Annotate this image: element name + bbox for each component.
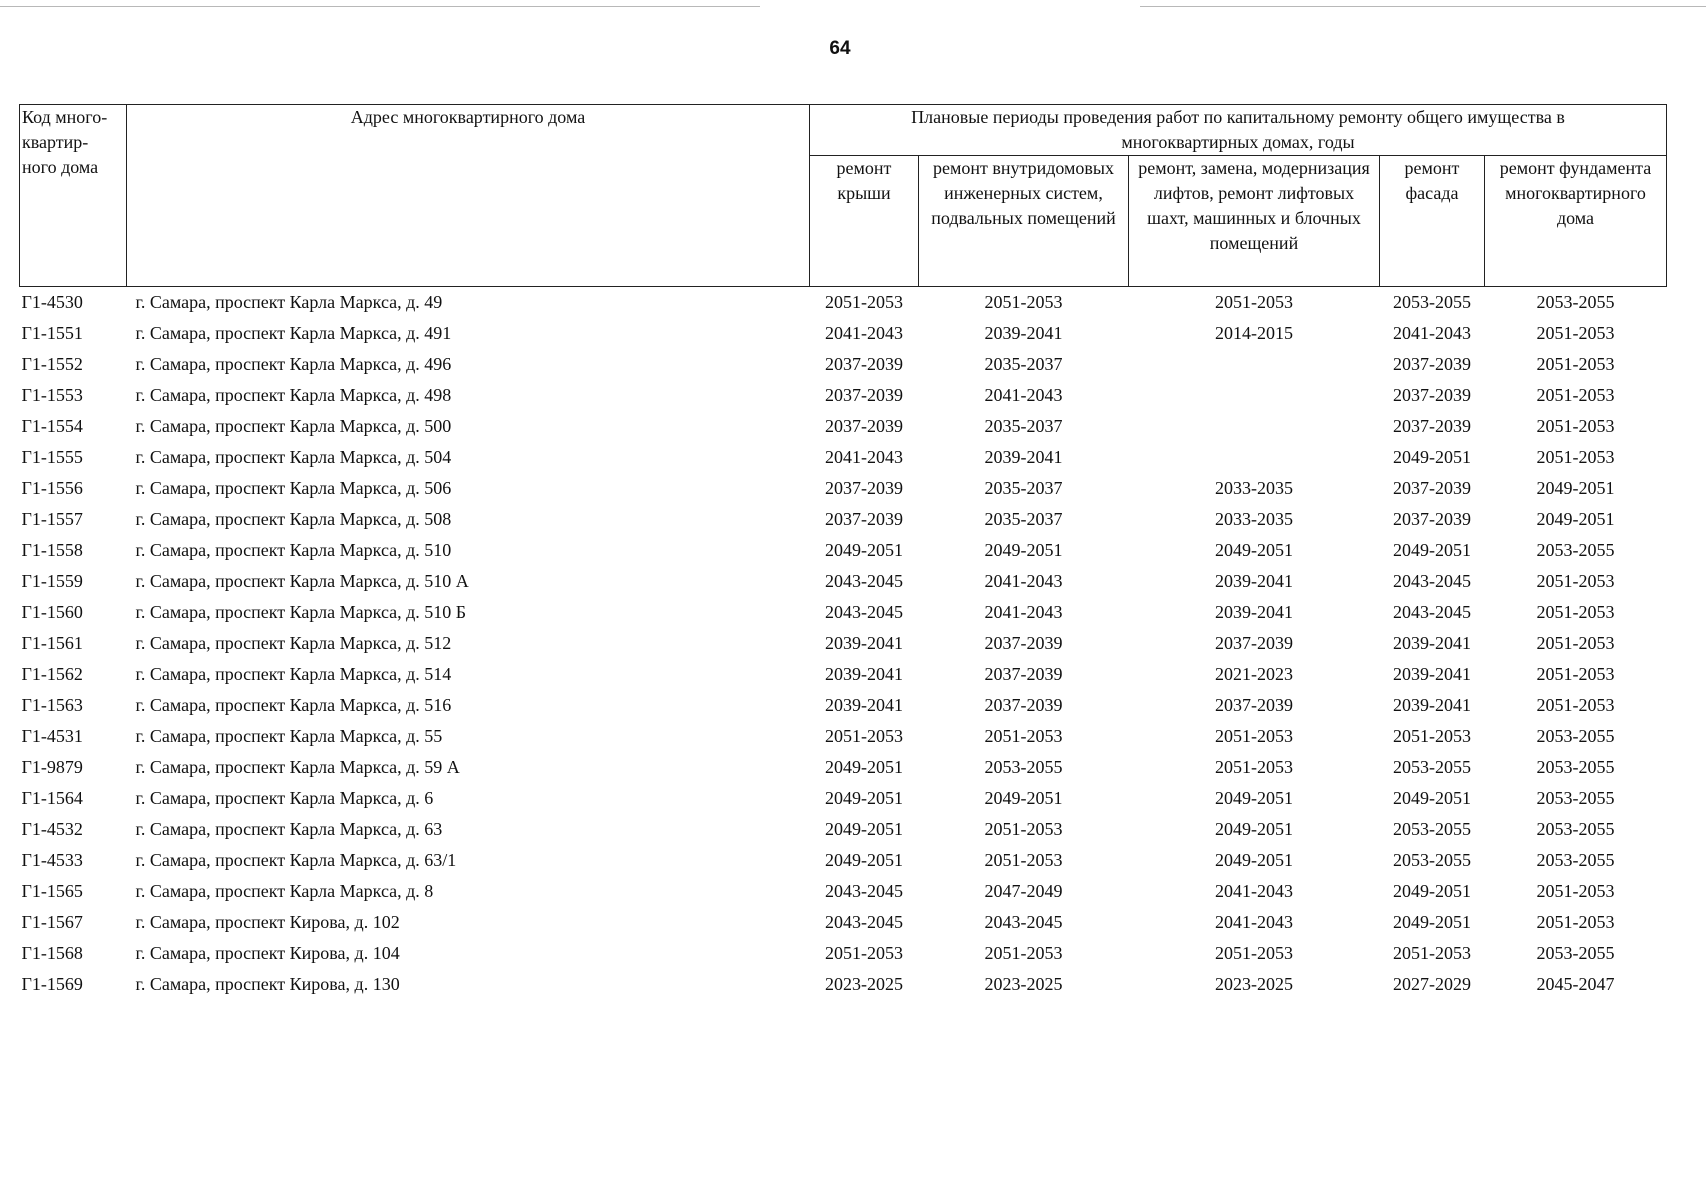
cell-code: Г1-1563 xyxy=(21,695,83,715)
header-periods-label: Плановые периоды проведения работ по капитальному ремонту общего имущества в многоквартирных домах, годы xyxy=(911,107,1565,152)
cell-roof: 2037-2039 xyxy=(825,354,903,374)
cell-foundation: 2051-2053 xyxy=(1536,912,1615,932)
cell-address: г. Самара, проспект Карла Маркса, д. 516 xyxy=(135,695,452,715)
cell-facade: 2053-2055 xyxy=(1393,819,1471,839)
cell-facade: 2051-2053 xyxy=(1393,726,1471,746)
cell-roof: 2037-2039 xyxy=(825,385,903,405)
table-row xyxy=(20,442,1667,473)
table-row xyxy=(20,876,1667,907)
cell-lifts: 2049-2051 xyxy=(1215,850,1293,870)
header-address xyxy=(127,105,810,287)
cell-code: Г1-4532 xyxy=(21,819,83,839)
cell-code: Г1-1556 xyxy=(21,478,83,498)
table-row xyxy=(20,845,1667,876)
cell-engineering: 2039-2041 xyxy=(984,447,1063,467)
cell-roof: 2051-2053 xyxy=(825,292,903,312)
cell-code: Г1-1558 xyxy=(21,540,83,560)
cell-address: г. Самара, проспект Карла Маркса, д. 506 xyxy=(135,478,452,498)
table-row xyxy=(20,535,1667,566)
cell-address: г. Самара, проспект Карла Маркса, д. 500 xyxy=(135,416,452,436)
cell-facade: 2037-2039 xyxy=(1393,478,1471,498)
scan-edge-line xyxy=(0,6,760,7)
cell-address: г. Самара, проспект Карла Маркса, д. 63/1 xyxy=(135,850,457,870)
cell-lifts: 2037-2039 xyxy=(1215,695,1293,715)
table-row xyxy=(20,318,1667,349)
cell-foundation: 2053-2055 xyxy=(1536,726,1615,746)
header-lifts xyxy=(1129,156,1380,287)
cell-roof: 2049-2051 xyxy=(825,540,903,560)
cell-roof: 2051-2053 xyxy=(825,726,903,746)
cell-roof: 2037-2039 xyxy=(825,416,903,436)
cell-address: г. Самара, проспект Карла Маркса, д. 510 А xyxy=(135,571,469,591)
table-row xyxy=(20,690,1667,721)
cell-engineering: 2051-2053 xyxy=(984,850,1063,870)
cell-lifts: 2051-2053 xyxy=(1215,757,1293,777)
cell-address: г. Самара, проспект Карла Маркса, д. 6 xyxy=(135,788,434,808)
table-row xyxy=(20,814,1667,845)
cell-engineering: 2049-2051 xyxy=(984,788,1063,808)
cell-code: Г1-1554 xyxy=(21,416,83,436)
cell-address: г. Самара, проспект Карла Маркса, д. 510 xyxy=(135,540,452,560)
capital-repair-table xyxy=(19,104,1667,1000)
cell-foundation: 2045-2047 xyxy=(1536,974,1615,994)
header-periods xyxy=(810,105,1667,156)
table-row xyxy=(20,380,1667,411)
cell-foundation: 2053-2055 xyxy=(1536,850,1615,870)
cell-foundation: 2051-2053 xyxy=(1536,633,1615,653)
cell-engineering: 2037-2039 xyxy=(984,695,1063,715)
table-row xyxy=(20,969,1667,1000)
cell-lifts: 2041-2043 xyxy=(1215,881,1293,901)
cell-code: Г1-1552 xyxy=(21,354,83,374)
cell-code: Г1-1553 xyxy=(21,385,83,405)
cell-code: Г1-1568 xyxy=(21,943,83,963)
header-engineering-label: ремонт внутридомовых инженерных систем, подвальных помещений xyxy=(931,158,1116,228)
cell-engineering: 2051-2053 xyxy=(984,292,1063,312)
cell-code: Г1-1555 xyxy=(21,447,83,467)
cell-lifts: 2014-2015 xyxy=(1215,323,1293,343)
table-row xyxy=(20,938,1667,969)
cell-foundation: 2051-2053 xyxy=(1536,602,1615,622)
cell-engineering: 2035-2037 xyxy=(984,478,1063,498)
cell-engineering: 2037-2039 xyxy=(984,664,1063,684)
cell-lifts xyxy=(1129,349,1380,380)
cell-engineering: 2039-2041 xyxy=(984,323,1063,343)
header-roof xyxy=(810,156,919,287)
cell-facade: 2049-2051 xyxy=(1393,912,1471,932)
cell-foundation: 2051-2053 xyxy=(1536,695,1615,715)
cell-lifts: 2049-2051 xyxy=(1215,788,1293,808)
cell-code: Г1-1557 xyxy=(21,509,83,529)
cell-lifts: 2033-2035 xyxy=(1215,478,1293,498)
cell-foundation: 2051-2053 xyxy=(1536,323,1615,343)
cell-facade: 2043-2045 xyxy=(1393,602,1471,622)
cell-lifts: 2039-2041 xyxy=(1215,602,1293,622)
cell-code: Г1-1562 xyxy=(21,664,83,684)
cell-roof: 2043-2045 xyxy=(825,571,903,591)
cell-code: Г1-1559 xyxy=(21,571,83,591)
cell-roof: 2037-2039 xyxy=(825,478,903,498)
cell-roof: 2041-2043 xyxy=(825,323,903,343)
cell-lifts xyxy=(1129,411,1380,442)
table-row xyxy=(20,411,1667,442)
cell-facade: 2049-2051 xyxy=(1393,788,1471,808)
table-row xyxy=(20,907,1667,938)
cell-roof: 2049-2051 xyxy=(825,757,903,777)
table-row xyxy=(20,349,1667,380)
cell-facade: 2049-2051 xyxy=(1393,881,1471,901)
scan-edge-line xyxy=(1140,6,1706,7)
table-row xyxy=(20,752,1667,783)
cell-lifts: 2039-2041 xyxy=(1215,571,1293,591)
cell-foundation: 2053-2055 xyxy=(1536,788,1615,808)
cell-facade: 2039-2041 xyxy=(1393,633,1471,653)
cell-lifts: 2049-2051 xyxy=(1215,540,1293,560)
cell-facade: 2049-2051 xyxy=(1393,447,1471,467)
header-roof-label: ремонт крыши xyxy=(836,158,892,203)
header-code xyxy=(20,105,127,287)
cell-address: г. Самара, проспект Карла Маркса, д. 512 xyxy=(135,633,452,653)
cell-facade: 2037-2039 xyxy=(1393,509,1471,529)
cell-foundation: 2051-2053 xyxy=(1536,881,1615,901)
cell-code: Г1-4531 xyxy=(21,726,83,746)
cell-facade: 2039-2041 xyxy=(1393,695,1471,715)
header-foundation xyxy=(1485,156,1667,287)
cell-code: Г1-1551 xyxy=(21,323,83,343)
cell-engineering: 2023-2025 xyxy=(984,974,1063,994)
cell-address: г. Самара, проспект Карла Маркса, д. 510 Б xyxy=(135,602,467,622)
cell-address: г. Самара, проспект Кирова, д. 130 xyxy=(135,974,400,994)
cell-address: г. Самара, проспект Карла Маркса, д. 514 xyxy=(135,664,452,684)
cell-foundation: 2051-2053 xyxy=(1536,571,1615,591)
cell-engineering: 2037-2039 xyxy=(984,633,1063,653)
cell-engineering: 2035-2037 xyxy=(984,509,1063,529)
table-row xyxy=(20,783,1667,814)
cell-roof: 2041-2043 xyxy=(825,447,903,467)
cell-address: г. Самара, проспект Карла Маркса, д. 496 xyxy=(135,354,452,374)
cell-engineering: 2053-2055 xyxy=(984,757,1063,777)
cell-address: г. Самара, проспект Кирова, д. 104 xyxy=(135,943,400,963)
cell-address: г. Самара, проспект Карла Маркса, д. 8 xyxy=(135,881,434,901)
table-row xyxy=(20,721,1667,752)
cell-facade: 2051-2053 xyxy=(1393,943,1471,963)
cell-engineering: 2051-2053 xyxy=(984,726,1063,746)
cell-code: Г1-4533 xyxy=(21,850,83,870)
header-foundation-label: ремонт фундамента многоквартирного дома xyxy=(1499,158,1652,228)
cell-lifts: 2037-2039 xyxy=(1215,633,1293,653)
cell-roof: 2039-2041 xyxy=(825,664,903,684)
cell-lifts: 2051-2053 xyxy=(1215,726,1293,746)
table-row xyxy=(20,504,1667,535)
cell-engineering: 2049-2051 xyxy=(984,540,1063,560)
cell-roof: 2043-2045 xyxy=(825,881,903,901)
header-facade xyxy=(1380,156,1485,287)
cell-facade: 2027-2029 xyxy=(1393,974,1471,994)
cell-facade: 2037-2039 xyxy=(1393,416,1471,436)
cell-engineering: 2041-2043 xyxy=(984,385,1063,405)
cell-facade: 2037-2039 xyxy=(1393,354,1471,374)
cell-code: Г1-4530 xyxy=(21,292,83,312)
cell-lifts: 2033-2035 xyxy=(1215,509,1293,529)
cell-roof: 2051-2053 xyxy=(825,943,903,963)
cell-foundation: 2049-2051 xyxy=(1536,478,1615,498)
cell-code: Г1-9879 xyxy=(21,757,83,777)
cell-code: Г1-1569 xyxy=(21,974,83,994)
cell-roof: 2023-2025 xyxy=(825,974,903,994)
cell-roof: 2049-2051 xyxy=(825,788,903,808)
cell-address: г. Самара, проспект Карла Маркса, д. 49 xyxy=(135,292,443,312)
table-row xyxy=(20,659,1667,690)
cell-foundation: 2053-2055 xyxy=(1536,757,1615,777)
page-number: 64 xyxy=(829,38,851,59)
cell-address: г. Самара, проспект Карла Маркса, д. 59 А xyxy=(135,757,460,777)
cell-facade: 2053-2055 xyxy=(1393,292,1471,312)
header-code-label: Код много-квартир-ного дома xyxy=(22,107,108,177)
cell-address: г. Самара, проспект Кирова, д. 102 xyxy=(135,912,400,932)
cell-address: г. Самара, проспект Карла Маркса, д. 504 xyxy=(135,447,452,467)
cell-foundation: 2051-2053 xyxy=(1536,354,1615,374)
cell-facade: 2053-2055 xyxy=(1393,850,1471,870)
cell-roof: 2039-2041 xyxy=(825,633,903,653)
cell-address: г. Самара, проспект Карла Маркса, д. 508 xyxy=(135,509,452,529)
cell-address: г. Самара, проспект Карла Маркса, д. 491 xyxy=(135,323,452,343)
cell-facade: 2039-2041 xyxy=(1393,664,1471,684)
cell-foundation: 2053-2055 xyxy=(1536,819,1615,839)
cell-code: Г1-1561 xyxy=(21,633,83,653)
cell-code: Г1-1567 xyxy=(21,912,83,932)
cell-facade: 2043-2045 xyxy=(1393,571,1471,591)
cell-code: Г1-1560 xyxy=(21,602,83,622)
header-engineering xyxy=(919,156,1129,287)
cell-roof: 2043-2045 xyxy=(825,602,903,622)
table-row xyxy=(20,287,1667,319)
cell-foundation: 2053-2055 xyxy=(1536,540,1615,560)
cell-roof: 2043-2045 xyxy=(825,912,903,932)
cell-facade: 2053-2055 xyxy=(1393,757,1471,777)
cell-lifts: 2051-2053 xyxy=(1215,943,1293,963)
cell-lifts: 2021-2023 xyxy=(1215,664,1293,684)
table-row xyxy=(20,473,1667,504)
table-row xyxy=(20,628,1667,659)
header-address-label: Адрес многоквартирного дома xyxy=(350,107,586,127)
cell-lifts: 2041-2043 xyxy=(1215,912,1293,932)
cell-code: Г1-1564 xyxy=(21,788,83,808)
cell-engineering: 2047-2049 xyxy=(984,881,1063,901)
cell-facade: 2049-2051 xyxy=(1393,540,1471,560)
cell-facade: 2037-2039 xyxy=(1393,385,1471,405)
cell-lifts xyxy=(1129,380,1380,411)
cell-foundation: 2051-2053 xyxy=(1536,664,1615,684)
cell-address: г. Самара, проспект Карла Маркса, д. 55 xyxy=(135,726,443,746)
header-lifts-label: ремонт, замена, модернизация лифтов, ремонт лифтовых шахт, машинных и блочных помещений xyxy=(1138,158,1370,253)
cell-lifts: 2051-2053 xyxy=(1215,292,1293,312)
cell-engineering: 2041-2043 xyxy=(984,602,1063,622)
cell-foundation: 2051-2053 xyxy=(1536,447,1615,467)
cell-engineering: 2041-2043 xyxy=(984,571,1063,591)
table-row xyxy=(20,597,1667,628)
cell-foundation: 2049-2051 xyxy=(1536,509,1615,529)
cell-foundation: 2053-2055 xyxy=(1536,943,1615,963)
header-facade-label: ремонт фасада xyxy=(1404,158,1460,203)
cell-engineering: 2051-2053 xyxy=(984,943,1063,963)
cell-foundation: 2051-2053 xyxy=(1536,385,1615,405)
cell-address: г. Самара, проспект Карла Маркса, д. 498 xyxy=(135,385,452,405)
cell-address: г. Самара, проспект Карла Маркса, д. 63 xyxy=(135,819,443,839)
table-body xyxy=(20,287,1667,1001)
cell-facade: 2041-2043 xyxy=(1393,323,1471,343)
cell-roof: 2037-2039 xyxy=(825,509,903,529)
cell-lifts: 2023-2025 xyxy=(1215,974,1293,994)
cell-engineering: 2043-2045 xyxy=(984,912,1063,932)
cell-engineering: 2035-2037 xyxy=(984,354,1063,374)
cell-roof: 2049-2051 xyxy=(825,850,903,870)
cell-foundation: 2053-2055 xyxy=(1536,292,1615,312)
cell-lifts xyxy=(1129,442,1380,473)
cell-roof: 2049-2051 xyxy=(825,819,903,839)
table-row xyxy=(20,566,1667,597)
cell-foundation: 2051-2053 xyxy=(1536,416,1615,436)
cell-engineering: 2051-2053 xyxy=(984,819,1063,839)
cell-lifts: 2049-2051 xyxy=(1215,819,1293,839)
cell-engineering: 2035-2037 xyxy=(984,416,1063,436)
cell-code: Г1-1565 xyxy=(21,881,83,901)
cell-roof: 2039-2041 xyxy=(825,695,903,715)
